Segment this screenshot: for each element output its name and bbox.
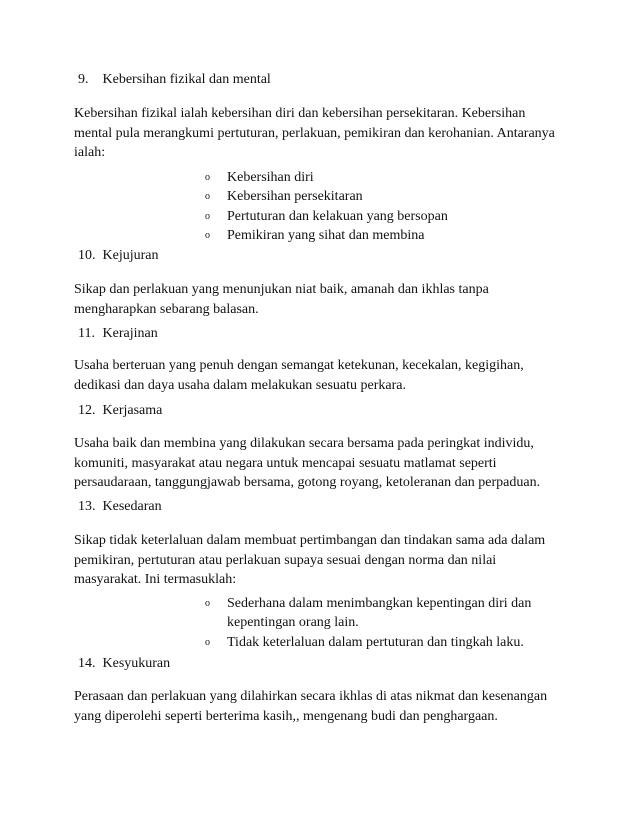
section-number: 11. <box>78 326 95 341</box>
list-item-text: Pertuturan dan kelakuan yang bersopan <box>227 208 448 224</box>
section-number: 12. <box>78 403 96 418</box>
section-number: 10. <box>78 248 96 263</box>
section-heading-11 <box>78 326 158 342</box>
section-number: 9. <box>78 72 89 87</box>
paragraph-line: pemikiran, pertuturan atau perlakuan supaya sesuai dengan norma dan nilai <box>74 552 497 568</box>
section-paragraph-9 <box>74 104 574 163</box>
paragraph-line: Usaha baik dan membina yang dilakukan secara bersama pada peringkat individu, <box>74 436 534 451</box>
section-paragraph-10 <box>74 280 574 319</box>
paragraph-line: Sikap dan perlakuan yang menunjukan niat baik, amanah dan ikhlas tanpa <box>74 282 489 297</box>
paragraph-line: dedikasi dan daya usaha dalam melakukan sesuatu perkara. <box>74 377 406 393</box>
bullet-icon: o <box>205 210 210 222</box>
list-item <box>205 633 531 652</box>
list-item-line: Tidak keterlaluan dalam pertuturan dan tingkah laku. <box>227 634 524 650</box>
paragraph-line: mengharapkan sebarang balasan. <box>74 301 259 317</box>
bullet-icon: o <box>205 172 210 183</box>
list-item-text <box>227 633 531 652</box>
paragraph-line: mental pula merangkumi pertuturan, perlakuan, pemikiran dan kerohanian. Antaranya <box>74 125 555 141</box>
bullet-icon: o <box>205 636 210 648</box>
paragraph-line: persaudaraan, tanggungjawab bersama, gotong royang, ketoleranan dan perpaduan. <box>74 475 541 490</box>
paragraph-line: Usaha berteruan yang penuh dengan semangat ketekunan, kecekalan, kegigihan, <box>74 358 524 373</box>
list-item-text: Kebersihan persekitaran <box>227 189 363 205</box>
list-item <box>205 207 448 226</box>
section-number: 13. <box>78 499 96 514</box>
section-heading-14 <box>78 656 170 672</box>
list-item-text: Pemikiran yang sihat dan membina <box>227 227 425 243</box>
list-item <box>205 226 448 245</box>
list-item <box>205 187 448 206</box>
section-paragraph-14 <box>74 687 574 726</box>
section-title: Kejujuran <box>102 248 159 263</box>
bullet-list-13 <box>205 594 531 652</box>
section-paragraph-13 <box>74 531 574 590</box>
section-heading-13 <box>78 499 162 515</box>
section-title: Kebersihan fizikal dan mental <box>102 72 271 87</box>
section-paragraph-12 <box>74 434 574 493</box>
section-heading-9 <box>78 72 271 88</box>
list-item-line: Sederhana dalam menimbangkan kepentingan diri dan <box>227 596 532 611</box>
bullet-icon: o <box>205 191 210 203</box>
section-title: Kesedaran <box>102 499 162 514</box>
section-heading-12 <box>78 403 162 419</box>
paragraph-line: Perasaan dan perlakuan yang dilahirkan secara ikhlas di atas nikmat dan kesenangan <box>74 689 548 704</box>
paragraph-line: Sikap tidak keterlaluan dalam membuat pertimbangan dan tindakan sama ada dalam <box>74 533 546 548</box>
section-heading-10 <box>78 248 158 264</box>
list-item-text <box>227 594 531 633</box>
bullet-icon: o <box>205 229 210 241</box>
list-item <box>205 168 448 187</box>
section-paragraph-11 <box>74 356 574 395</box>
list-item-line: kepentingan orang lain. <box>227 615 359 631</box>
section-number: 14. <box>78 656 96 671</box>
paragraph-line: ialah: <box>74 145 106 160</box>
list-item <box>205 594 531 633</box>
section-title: Kerjasama <box>102 403 163 418</box>
bullet-icon: o <box>205 598 210 609</box>
paragraph-line: masyarakat. Ini termasuklah: <box>74 572 237 587</box>
bullet-list-9 <box>205 168 448 245</box>
section-title: Kerajinan <box>102 326 158 341</box>
paragraph-line: Kebersihan fizikal ialah kebersihan diri dan kebersihan persekitaran. Kebersihan <box>74 106 526 121</box>
section-title: Kesyukuran <box>102 656 171 671</box>
paragraph-line: yang diperolehi seperti berterima kasih,, mengenang budi dan penghargaan. <box>74 708 498 724</box>
list-item-text: Kebersihan diri <box>227 170 314 185</box>
paragraph-line: komuniti, masyarakat atau negara untuk mencapai sesuatu matlamat seperti <box>74 455 497 471</box>
